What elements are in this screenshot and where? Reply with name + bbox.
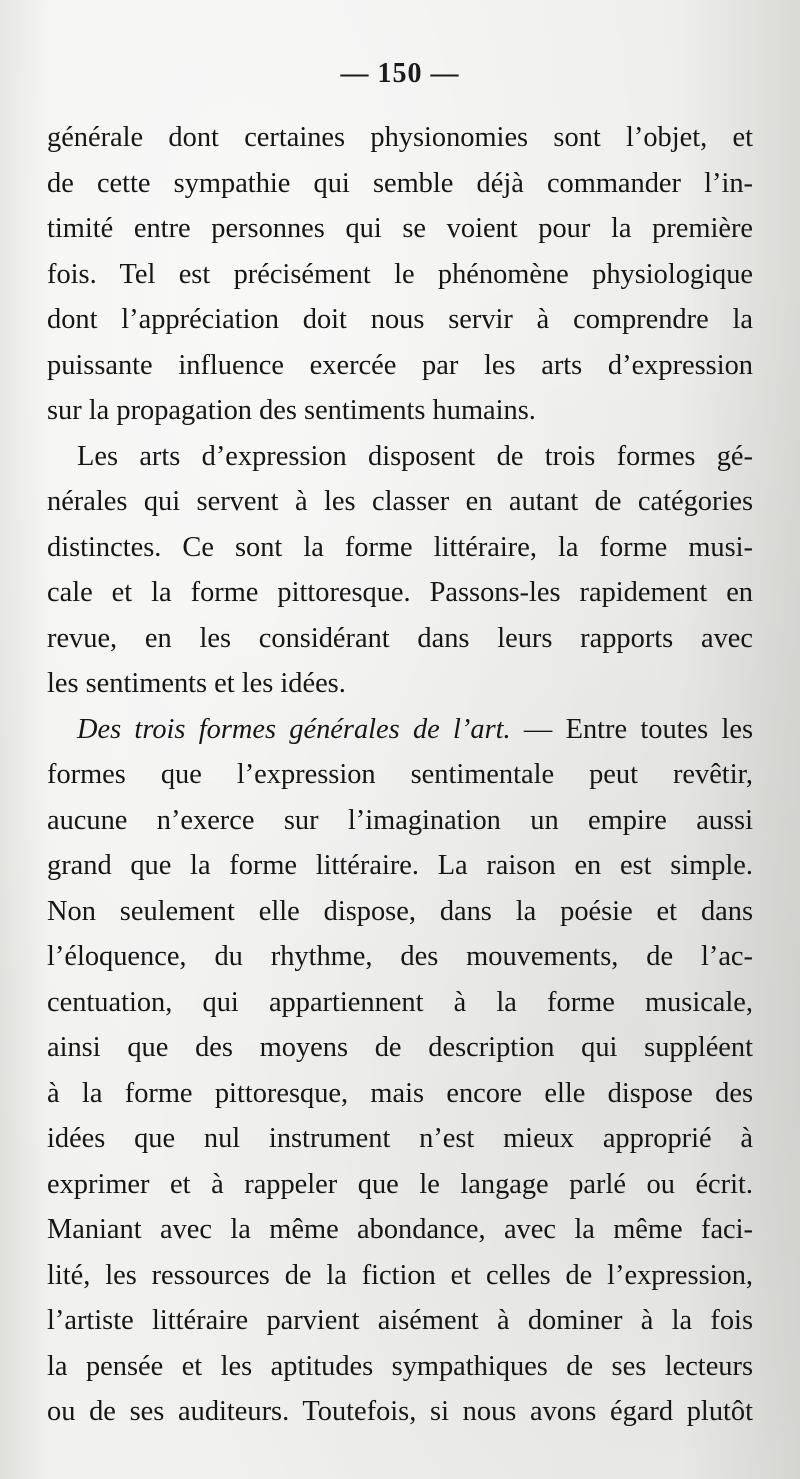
text-line: lité, les ressources de la fiction et celles de l’expression, — [47, 1259, 753, 1291]
text-line: Non seulement elle dispose, dans la poésie et dans — [47, 895, 753, 927]
text-line-continuation: — Entre toutes les — [523, 713, 753, 745]
text-line: puissante influence exercée par les arts d’expression — [47, 349, 753, 381]
text-line: nérales qui servent à les classer en autant de catégories — [47, 486, 753, 517]
text-line: sur la propagation des sentiments humains. — [47, 395, 536, 426]
page-number: — 150 — — [340, 58, 460, 89]
text-line: distinctes. Ce sont la forme littéraire, la forme musi- — [47, 531, 753, 563]
text-line: les sentiments et les idées. — [47, 668, 346, 699]
text-line: ainsi que des moyens de description qui suppléent — [47, 1032, 753, 1063]
body-text — [47, 115, 753, 1435]
text-line: l’artiste littéraire parvient aisément à dominer à la fois — [47, 1305, 753, 1336]
text-line: la pensée et les aptitudes sympathiques de ses lecteurs — [47, 1350, 753, 1382]
text-line: aucune n’exerce sur l’imagination un empire aussi — [47, 804, 753, 836]
text-line: revue, en les considérant dans leurs rapports avec — [47, 622, 753, 654]
section-heading-line — [47, 707, 753, 753]
text-line: Les arts d’expression disposent de trois formes gé- — [77, 440, 753, 472]
section-heading: Des trois formes générales de l’art. — [77, 713, 511, 745]
text-line: cale et la forme pittoresque. Passons-les rapidement en — [47, 577, 753, 608]
text-line: générale dont certaines physionomies sont l’objet, et — [47, 122, 753, 153]
text-line: fois. Tel est précisément le phénomène physiologique — [47, 258, 753, 290]
text-line: à la forme pittoresque, mais encore elle dispose des — [47, 1077, 753, 1109]
text-line: idées que nul instrument n’est mieux approprié à — [47, 1123, 753, 1154]
text-line: de cette sympathie qui semble déjà commander l’in- — [47, 167, 753, 199]
text-line: ou de ses auditeurs. Toutefois, si nous avons égard plutôt — [47, 1396, 753, 1427]
text-line: exprimer et à rappeler que le langage parlé ou écrit. — [47, 1168, 753, 1200]
text-line: formes que l’expression sentimentale peut revêtir, — [47, 759, 753, 790]
text-line: grand que la forme littéraire. La raison en est simple. — [47, 850, 753, 881]
text-line: timité entre personnes qui se voient pour la première — [47, 213, 753, 244]
text-line: l’éloquence, du rhythme, des mouvements, de l’ac- — [47, 941, 753, 972]
text-line: Maniant avec la même abondance, avec la même faci- — [47, 1214, 753, 1245]
text-line: dont l’appréciation doit nous servir à comprendre la — [47, 304, 753, 335]
text-line: centuation, qui appartiennent à la forme musicale, — [47, 986, 753, 1018]
